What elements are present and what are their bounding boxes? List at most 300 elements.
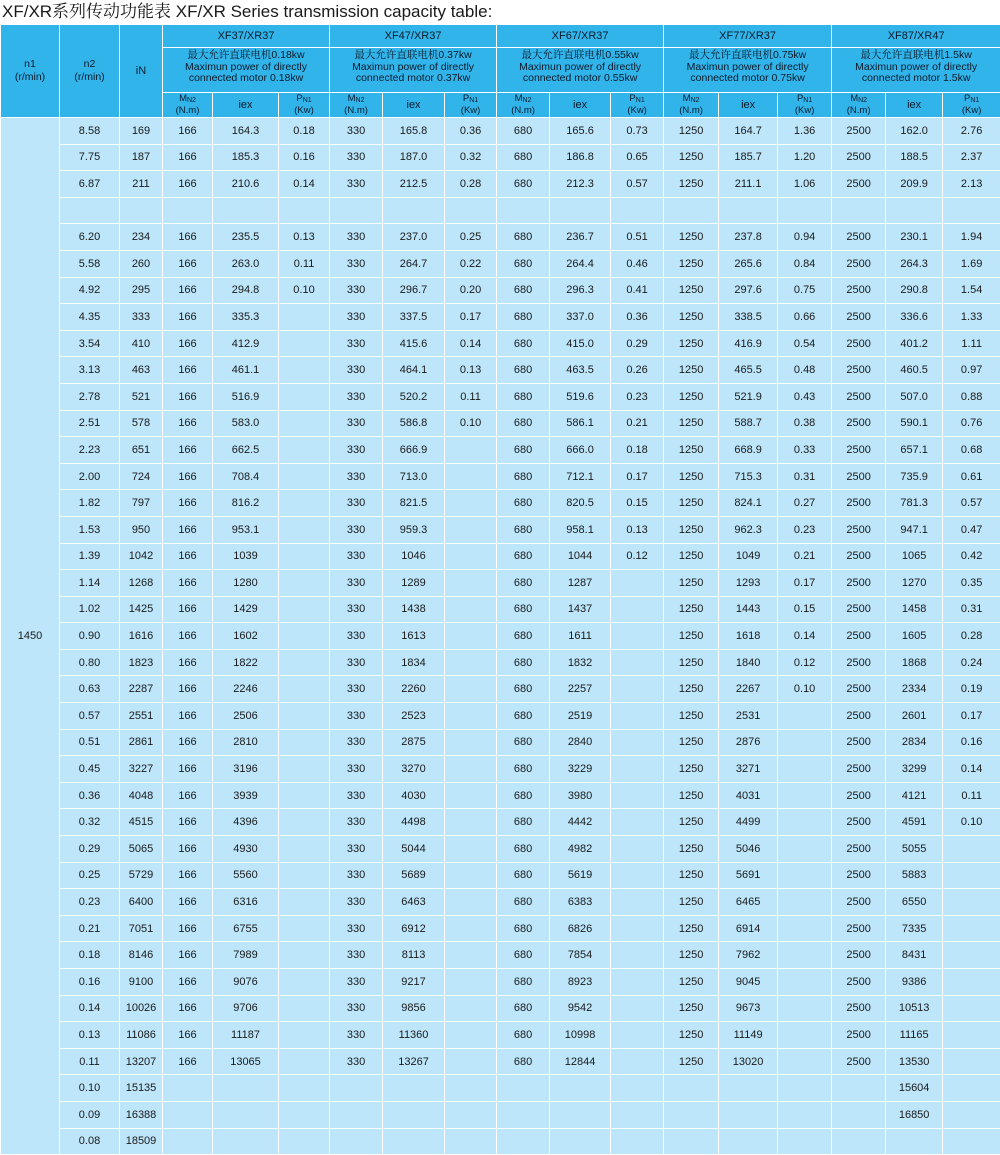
table-cell [550, 197, 611, 224]
table-cell [279, 1101, 330, 1128]
table-cell [163, 1128, 213, 1155]
table-cell: 9076 [213, 969, 279, 996]
table-cell: 0.18 [60, 942, 120, 969]
table-cell: 0.25 [60, 862, 120, 889]
table-cell: 0.51 [611, 224, 664, 251]
table-cell: 330 [330, 144, 383, 171]
table-cell: 1250 [664, 490, 719, 517]
table-cell: 264.4 [550, 250, 611, 277]
table-cell [497, 1101, 550, 1128]
table-cell: 950 [120, 516, 163, 543]
table-cell [279, 889, 330, 916]
table-cell: 166 [163, 570, 213, 597]
table-cell [330, 1128, 383, 1155]
table-cell: 0.21 [778, 543, 832, 570]
table-cell: 1250 [664, 596, 719, 623]
table-cell: 9217 [383, 969, 445, 996]
table-cell: 2.76 [943, 118, 1000, 145]
table-cell [778, 1048, 832, 1075]
n2-header: n2 (r/min) [60, 25, 120, 118]
table-cell [943, 836, 1000, 863]
table-cell [445, 969, 497, 996]
table-cell: 166 [163, 756, 213, 783]
table-cell: 166 [163, 969, 213, 996]
table-cell: 1613 [383, 623, 445, 650]
table-cell: 11187 [213, 1022, 279, 1049]
torque-unit-header: $M_{N2}$ (N.m) [330, 93, 383, 118]
table-cell: 680 [497, 809, 550, 836]
table-cell: 166 [163, 729, 213, 756]
table-cell [445, 729, 497, 756]
table-cell [943, 995, 1000, 1022]
table-cell: 10998 [550, 1022, 611, 1049]
table-cell: 209.9 [886, 171, 943, 198]
table-cell: 1289 [383, 570, 445, 597]
table-cell: 162.0 [886, 118, 943, 145]
table-cell: 330 [330, 330, 383, 357]
table-cell: 0.31 [943, 596, 1000, 623]
table-cell: 0.54 [778, 330, 832, 357]
table-cell [611, 995, 664, 1022]
table-cell: 166 [163, 250, 213, 277]
table-cell: 1.06 [778, 171, 832, 198]
table-row [1, 1022, 1000, 1049]
table-cell: 2.51 [60, 410, 120, 437]
table-cell: 1250 [664, 995, 719, 1022]
table-cell: 166 [163, 490, 213, 517]
table-cell: 13065 [213, 1048, 279, 1075]
table-cell: 1250 [664, 383, 719, 410]
table-cell [445, 1128, 497, 1155]
table-cell: 947.1 [886, 516, 943, 543]
table-cell: 1618 [719, 623, 778, 650]
table-cell: 0.31 [778, 463, 832, 490]
table-cell: 3.54 [60, 330, 120, 357]
table-cell: 234 [120, 224, 163, 251]
table-cell [550, 1128, 611, 1155]
table-cell: 1250 [664, 756, 719, 783]
table-cell: 15135 [120, 1075, 163, 1102]
table-cell [778, 969, 832, 996]
table-cell: 3227 [120, 756, 163, 783]
table-cell: 2500 [832, 809, 886, 836]
table-cell: 1046 [383, 543, 445, 570]
table-row [1, 277, 1000, 304]
table-cell: 680 [497, 676, 550, 703]
table-cell: 166 [163, 623, 213, 650]
table-cell: 330 [330, 437, 383, 464]
table-cell [445, 756, 497, 783]
table-cell: 8431 [886, 942, 943, 969]
table-row [1, 969, 1000, 996]
table-cell: 2.78 [60, 383, 120, 410]
table-cell: 188.5 [886, 144, 943, 171]
table-cell: 0.29 [611, 330, 664, 357]
table-cell: 0.57 [943, 490, 1000, 517]
table-cell [279, 915, 330, 942]
table-cell: 680 [497, 410, 550, 437]
table-cell [611, 809, 664, 836]
table-cell: 797 [120, 490, 163, 517]
table-cell [279, 942, 330, 969]
table-cell: 2.23 [60, 437, 120, 464]
table-cell [279, 782, 330, 809]
table-cell: 1250 [664, 118, 719, 145]
table-cell [550, 1101, 611, 1128]
table-cell: 166 [163, 995, 213, 1022]
table-cell: 4499 [719, 809, 778, 836]
table-cell: 11165 [886, 1022, 943, 1049]
table-cell [279, 383, 330, 410]
table-cell: 0.14 [778, 623, 832, 650]
table-cell: 680 [497, 357, 550, 384]
table-cell: 2500 [832, 782, 886, 809]
table-row [1, 463, 1000, 490]
table-cell: 816.2 [213, 490, 279, 517]
table-cell [778, 809, 832, 836]
table-cell: 712.1 [550, 463, 611, 490]
table-cell: 680 [497, 330, 550, 357]
table-cell [279, 463, 330, 490]
power-unit-header: $P_{N1}$ (Kw) [943, 93, 1000, 118]
table-cell: 330 [330, 277, 383, 304]
table-cell [719, 1101, 778, 1128]
table-cell: 461.1 [213, 357, 279, 384]
table-row [1, 623, 1000, 650]
ratio-header: iex [550, 93, 611, 118]
table-cell: 0.17 [778, 570, 832, 597]
table-cell: 1.11 [943, 330, 1000, 357]
table-cell: 0.13 [445, 357, 497, 384]
table-cell [163, 1101, 213, 1128]
table-cell [943, 862, 1000, 889]
table-cell: 1.69 [943, 250, 1000, 277]
table-cell: 6400 [120, 889, 163, 916]
table-cell: 211.1 [719, 171, 778, 198]
table-cell: 3271 [719, 756, 778, 783]
table-cell: 2500 [832, 250, 886, 277]
table-cell: 2500 [832, 995, 886, 1022]
table-cell: 6550 [886, 889, 943, 916]
table-cell: 0.12 [778, 649, 832, 676]
table-cell: 959.3 [383, 516, 445, 543]
table-cell: 821.5 [383, 490, 445, 517]
table-cell: 185.3 [213, 144, 279, 171]
table-cell [445, 1048, 497, 1075]
table-cell: 9100 [120, 969, 163, 996]
table-cell [445, 836, 497, 863]
table-cell: 0.36 [611, 304, 664, 331]
table-cell: 13020 [719, 1048, 778, 1075]
table-cell: 680 [497, 463, 550, 490]
table-cell: 680 [497, 304, 550, 331]
table-cell [445, 463, 497, 490]
header-row-models [1, 25, 1000, 48]
table-cell: 4030 [383, 782, 445, 809]
table-cell: 330 [330, 729, 383, 756]
motor-note-xf47: 最大允许直联电机0.37kw Maximun power of directly connected motor 0.37kw [330, 48, 497, 93]
table-cell: 1250 [664, 623, 719, 650]
table-cell: 5065 [120, 836, 163, 863]
table-cell: 330 [330, 171, 383, 198]
table-cell: 1250 [664, 437, 719, 464]
table-cell: 166 [163, 782, 213, 809]
table-cell: 2500 [832, 118, 886, 145]
table-cell: 335.3 [213, 304, 279, 331]
table-cell: 166 [163, 596, 213, 623]
table-cell: 0.24 [943, 649, 1000, 676]
table-cell: 0.84 [778, 250, 832, 277]
table-cell: 1250 [664, 703, 719, 730]
table-cell: 6826 [550, 915, 611, 942]
table-cell: 0.48 [778, 357, 832, 384]
table-cell: 680 [497, 649, 550, 676]
table-cell: 164.7 [719, 118, 778, 145]
table-row [1, 490, 1000, 517]
table-cell: 0.46 [611, 250, 664, 277]
table-cell: 1602 [213, 623, 279, 650]
table-cell [778, 729, 832, 756]
table-cell: 330 [330, 889, 383, 916]
table-cell: 1437 [550, 596, 611, 623]
table-cell: 6.20 [60, 224, 120, 251]
table-cell: 296.3 [550, 277, 611, 304]
table-cell: 264.7 [383, 250, 445, 277]
table-cell: 0.36 [60, 782, 120, 809]
table-cell: 1.02 [60, 596, 120, 623]
table-cell: 337.0 [550, 304, 611, 331]
table-cell: 1443 [719, 596, 778, 623]
table-cell: 330 [330, 756, 383, 783]
table-cell: 401.2 [886, 330, 943, 357]
table-cell [832, 1128, 886, 1155]
table-cell: 416.9 [719, 330, 778, 357]
table-cell: 5691 [719, 862, 778, 889]
table-cell: 330 [330, 490, 383, 517]
table-cell: 1065 [886, 543, 943, 570]
table-cell: 166 [163, 809, 213, 836]
table-cell: 166 [163, 543, 213, 570]
table-cell [550, 1075, 611, 1102]
table-cell: 2500 [832, 889, 886, 916]
table-row [1, 782, 1000, 809]
table-cell: 0.43 [778, 383, 832, 410]
table-cell: 519.6 [550, 383, 611, 410]
table-cell: 2500 [832, 836, 886, 863]
table-cell [279, 676, 330, 703]
table-cell [213, 197, 279, 224]
table-cell: 7989 [213, 942, 279, 969]
table-cell: 2246 [213, 676, 279, 703]
table-cell: 237.0 [383, 224, 445, 251]
table-cell [497, 1128, 550, 1155]
model-header-xf67: XF67/XR37 [497, 25, 664, 48]
table-cell: 0.22 [445, 250, 497, 277]
table-row [1, 543, 1000, 570]
table-cell: 166 [163, 1048, 213, 1075]
table-cell: 212.5 [383, 171, 445, 198]
table-cell: 2523 [383, 703, 445, 730]
table-cell: 1250 [664, 889, 719, 916]
table-cell: 2834 [886, 729, 943, 756]
table-cell: 8113 [383, 942, 445, 969]
table-cell: 680 [497, 171, 550, 198]
table-cell: 6316 [213, 889, 279, 916]
table-cell: 680 [497, 995, 550, 1022]
table-cell [279, 809, 330, 836]
table-cell: 1822 [213, 649, 279, 676]
table-cell [445, 1022, 497, 1049]
table-cell: 230.1 [886, 224, 943, 251]
table-cell: 187 [120, 144, 163, 171]
table-row [1, 516, 1000, 543]
table-cell: 1.14 [60, 570, 120, 597]
table-cell: 166 [163, 224, 213, 251]
table-cell: 2875 [383, 729, 445, 756]
table-cell: 0.32 [60, 809, 120, 836]
table-cell [383, 197, 445, 224]
table-cell: 2500 [832, 623, 886, 650]
table-cell: 1458 [886, 596, 943, 623]
table-cell: 186.8 [550, 144, 611, 171]
table-cell: 6383 [550, 889, 611, 916]
table-cell [664, 1075, 719, 1102]
table-cell: 330 [330, 915, 383, 942]
table-cell: 1840 [719, 649, 778, 676]
table-row [1, 649, 1000, 676]
table-cell: 7335 [886, 915, 943, 942]
table-cell [279, 437, 330, 464]
table-cell: 1268 [120, 570, 163, 597]
table-cell: 7051 [120, 915, 163, 942]
table-cell: 330 [330, 703, 383, 730]
table-cell: 516.9 [213, 383, 279, 410]
table-cell: 657.1 [886, 437, 943, 464]
table-cell [445, 623, 497, 650]
in-header: iN [120, 25, 163, 118]
table-cell: 680 [497, 490, 550, 517]
table-cell: 330 [330, 836, 383, 863]
table-cell: 7854 [550, 942, 611, 969]
table-cell: 0.27 [778, 490, 832, 517]
table-cell [778, 1022, 832, 1049]
table-cell: 337.5 [383, 304, 445, 331]
table-cell: 7962 [719, 942, 778, 969]
table-cell: 0.17 [611, 463, 664, 490]
page-title: XF/XR系列传动功能表 XF/XR Series transmission capacity table: [0, 0, 1000, 24]
table-cell [279, 490, 330, 517]
table-cell: 5560 [213, 862, 279, 889]
table-cell: 166 [163, 144, 213, 171]
table-cell: 2500 [832, 410, 886, 437]
table-cell [778, 889, 832, 916]
table-cell: 713.0 [383, 463, 445, 490]
table-cell [279, 570, 330, 597]
table-cell [445, 543, 497, 570]
table-cell: 1611 [550, 623, 611, 650]
table-cell: 5729 [120, 862, 163, 889]
table-cell [943, 969, 1000, 996]
table-cell: 2500 [832, 942, 886, 969]
table-cell: 10513 [886, 995, 943, 1022]
table-cell: 10026 [120, 995, 163, 1022]
torque-unit-header: $M_{N2}$ (N.m) [664, 93, 719, 118]
table-cell: 0.14 [943, 756, 1000, 783]
table-cell: 680 [497, 516, 550, 543]
table-cell [445, 516, 497, 543]
table-cell: 2551 [120, 703, 163, 730]
table-cell: 0.21 [611, 410, 664, 437]
power-unit-header: $P_{N1}$ (Kw) [445, 93, 497, 118]
table-cell: 1250 [664, 915, 719, 942]
table-cell: 16388 [120, 1101, 163, 1128]
table-cell: 330 [330, 862, 383, 889]
table-row [1, 942, 1000, 969]
table-cell: 2267 [719, 676, 778, 703]
table-cell: 680 [497, 915, 550, 942]
model-header-xf37: XF37/XR37 [163, 25, 330, 48]
table-cell [213, 1101, 279, 1128]
table-row [1, 862, 1000, 889]
table-cell: 0.61 [943, 463, 1000, 490]
table-cell: 0.23 [778, 516, 832, 543]
table-cell: 9856 [383, 995, 445, 1022]
table-cell: 1250 [664, 782, 719, 809]
table-cell [611, 197, 664, 224]
table-cell: 0.35 [943, 570, 1000, 597]
table-cell: 2260 [383, 676, 445, 703]
ratio-header: iex [886, 93, 943, 118]
table-cell [778, 915, 832, 942]
table-cell: 2876 [719, 729, 778, 756]
table-cell: 2500 [832, 277, 886, 304]
table-row [1, 1128, 1000, 1155]
table-cell: 463 [120, 357, 163, 384]
table-cell: 2.00 [60, 463, 120, 490]
table-cell [832, 1101, 886, 1128]
table-cell [213, 1128, 279, 1155]
table-cell: 2519 [550, 703, 611, 730]
table-cell: 4121 [886, 782, 943, 809]
n1-value: 1450 [1, 118, 60, 1155]
table-cell: 12844 [550, 1048, 611, 1075]
table-cell: 521.9 [719, 383, 778, 410]
table-cell [330, 1075, 383, 1102]
table-cell [778, 782, 832, 809]
table-cell: 7.75 [60, 144, 120, 171]
table-cell: 0.15 [611, 490, 664, 517]
table-cell: 212.3 [550, 171, 611, 198]
table-cell: 166 [163, 889, 213, 916]
table-cell [330, 1101, 383, 1128]
table-cell [279, 1022, 330, 1049]
power-unit-header: $P_{N1}$ (Kw) [611, 93, 664, 118]
table-cell: 0.76 [943, 410, 1000, 437]
table-cell: 2500 [832, 171, 886, 198]
table-cell [611, 1022, 664, 1049]
capacity-table [0, 24, 1000, 1155]
table-row [1, 729, 1000, 756]
table-cell: 290.8 [886, 277, 943, 304]
table-cell [611, 969, 664, 996]
table-cell [445, 862, 497, 889]
table-cell: 465.5 [719, 357, 778, 384]
table-cell [719, 197, 778, 224]
table-cell: 9386 [886, 969, 943, 996]
table-cell [664, 1101, 719, 1128]
table-cell: 166 [163, 171, 213, 198]
table-cell: 680 [497, 224, 550, 251]
